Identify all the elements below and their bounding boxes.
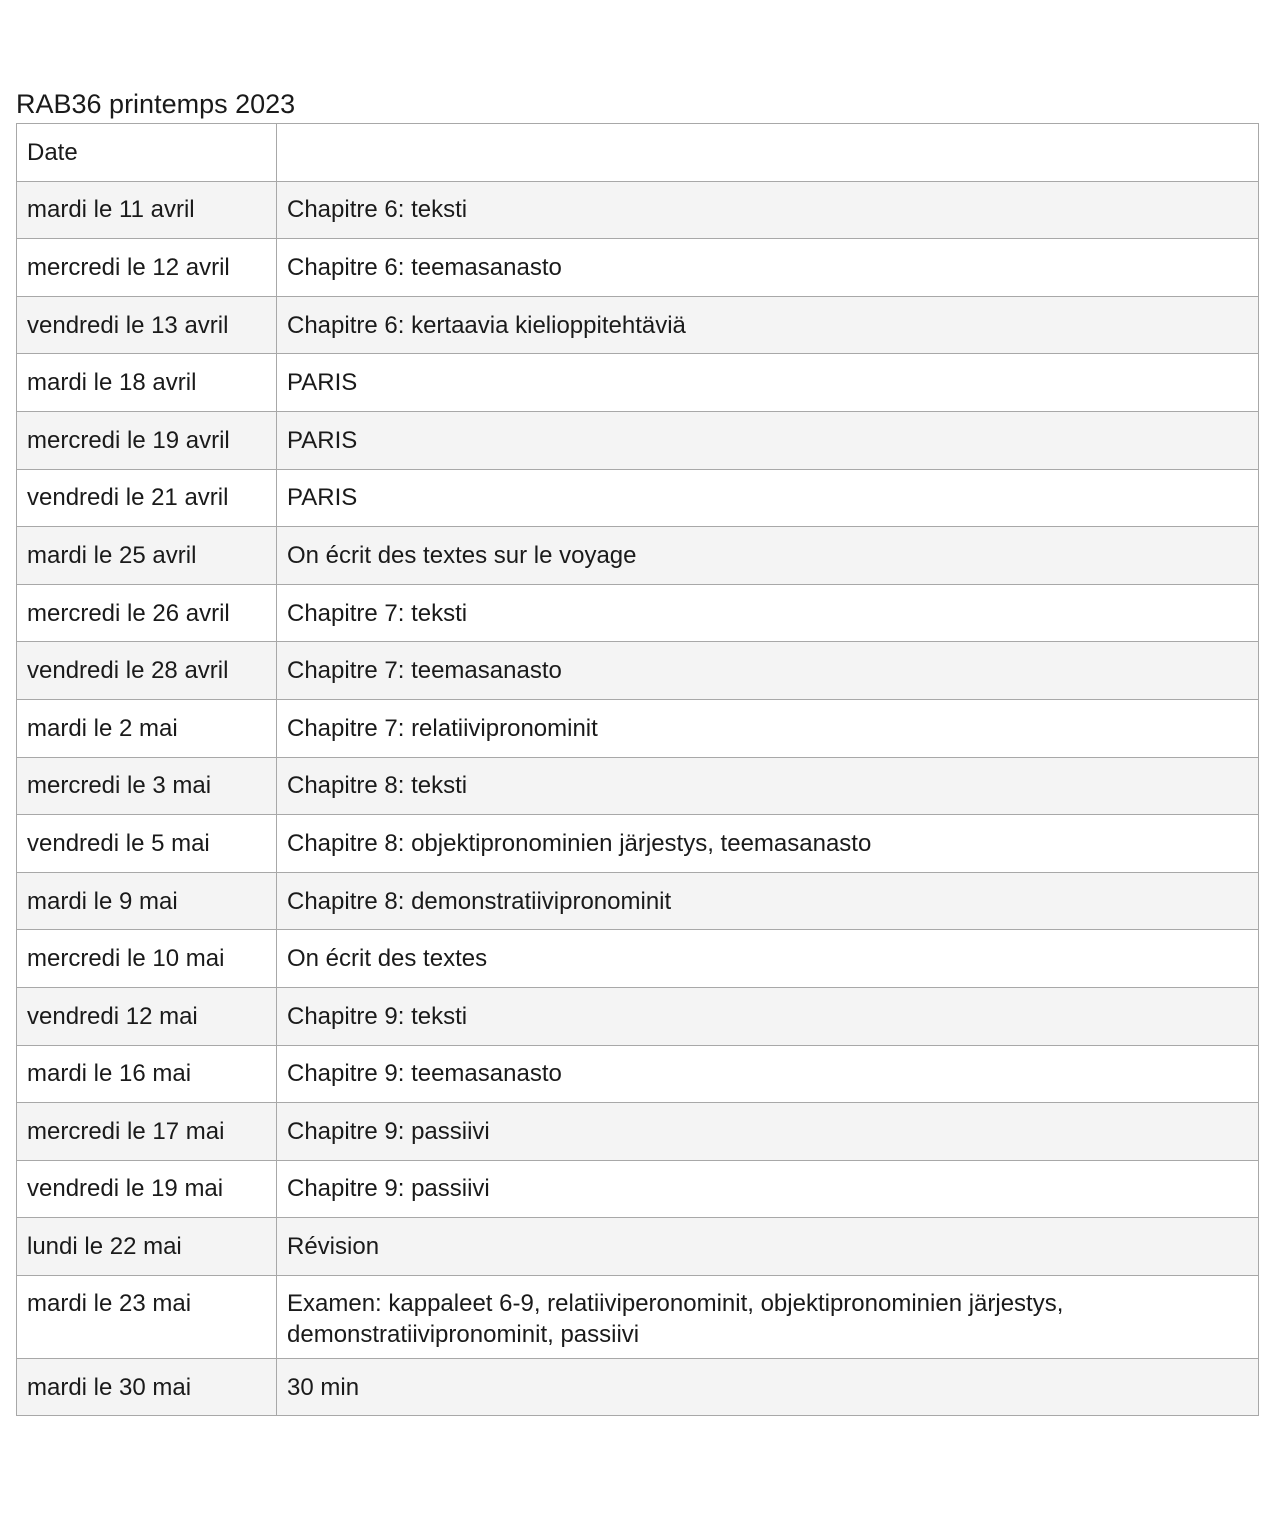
row-content: PARIS [277, 469, 1259, 527]
row-date: mardi le 23 mai [17, 1275, 277, 1358]
table-row [17, 1218, 1259, 1276]
row-date: lundi le 22 mai [17, 1218, 277, 1276]
table-row [17, 527, 1259, 585]
table-row [17, 757, 1259, 815]
row-content: Chapitre 8: objektipronominien järjestys, teemasanasto [277, 815, 1259, 873]
row-content: Examen: kappaleet 6-9, relatiiviperonominit, objektipronominien järjestys, demonstratiivipronominit, passiivi [277, 1275, 1259, 1358]
table-row [17, 296, 1259, 354]
row-content: Chapitre 9: teksti [277, 987, 1259, 1045]
table-row [17, 642, 1259, 700]
row-content: On écrit des textes [277, 930, 1259, 988]
row-date: vendredi le 19 mai [17, 1160, 277, 1218]
row-content: PARIS [277, 354, 1259, 412]
row-date: mercredi le 10 mai [17, 930, 277, 988]
table-row [17, 1160, 1259, 1218]
row-content: Chapitre 6: teemasanasto [277, 239, 1259, 297]
row-content: 30 min [277, 1358, 1259, 1416]
table-row [17, 239, 1259, 297]
table-row [17, 469, 1259, 527]
row-date: vendredi le 13 avril [17, 296, 277, 354]
row-date: mardi le 18 avril [17, 354, 277, 412]
schedule-table [16, 123, 1259, 1416]
row-date: vendredi 12 mai [17, 987, 277, 1045]
table-row [17, 872, 1259, 930]
row-date: mercredi le 12 avril [17, 239, 277, 297]
table-row [17, 1275, 1259, 1358]
row-date: mardi le 30 mai [17, 1358, 277, 1416]
table-row [17, 411, 1259, 469]
table-row [17, 1103, 1259, 1161]
document-title: RAB36 printemps 2023 [16, 89, 296, 119]
table-row [17, 1358, 1259, 1416]
row-content: Chapitre 7: relatiivipronominit [277, 699, 1259, 757]
table-row [17, 354, 1259, 412]
table-row [17, 987, 1259, 1045]
header-content [277, 124, 1259, 182]
row-date: mercredi le 19 avril [17, 411, 277, 469]
row-content: Chapitre 7: teemasanasto [277, 642, 1259, 700]
table-row [17, 1045, 1259, 1103]
row-content: PARIS [277, 411, 1259, 469]
row-date: vendredi le 5 mai [17, 815, 277, 873]
row-content: Chapitre 9: passiivi [277, 1103, 1259, 1161]
row-date: mardi le 11 avril [17, 181, 277, 239]
row-date: mardi le 16 mai [17, 1045, 277, 1103]
table-header-row [17, 124, 1259, 182]
row-date: mardi le 2 mai [17, 699, 277, 757]
row-date: vendredi le 21 avril [17, 469, 277, 527]
table-row [17, 699, 1259, 757]
row-date: mercredi le 3 mai [17, 757, 277, 815]
table-row [17, 930, 1259, 988]
row-content: Chapitre 8: demonstratiivipronominit [277, 872, 1259, 930]
row-content: On écrit des textes sur le voyage [277, 527, 1259, 585]
row-content: Chapitre 7: teksti [277, 584, 1259, 642]
row-content: Chapitre 8: teksti [277, 757, 1259, 815]
row-content: Chapitre 6: kertaavia kielioppitehtäviä [277, 296, 1259, 354]
row-content: Révision [277, 1218, 1259, 1276]
row-date: mercredi le 26 avril [17, 584, 277, 642]
row-date: vendredi le 28 avril [17, 642, 277, 700]
row-content: Chapitre 9: passiivi [277, 1160, 1259, 1218]
table-row [17, 815, 1259, 873]
row-date: mardi le 25 avril [17, 527, 277, 585]
table-row [17, 181, 1259, 239]
row-content: Chapitre 9: teemasanasto [277, 1045, 1259, 1103]
row-content: Chapitre 6: teksti [277, 181, 1259, 239]
header-date: Date [17, 124, 277, 182]
row-date: mercredi le 17 mai [17, 1103, 277, 1161]
table-row [17, 584, 1259, 642]
row-date: mardi le 9 mai [17, 872, 277, 930]
